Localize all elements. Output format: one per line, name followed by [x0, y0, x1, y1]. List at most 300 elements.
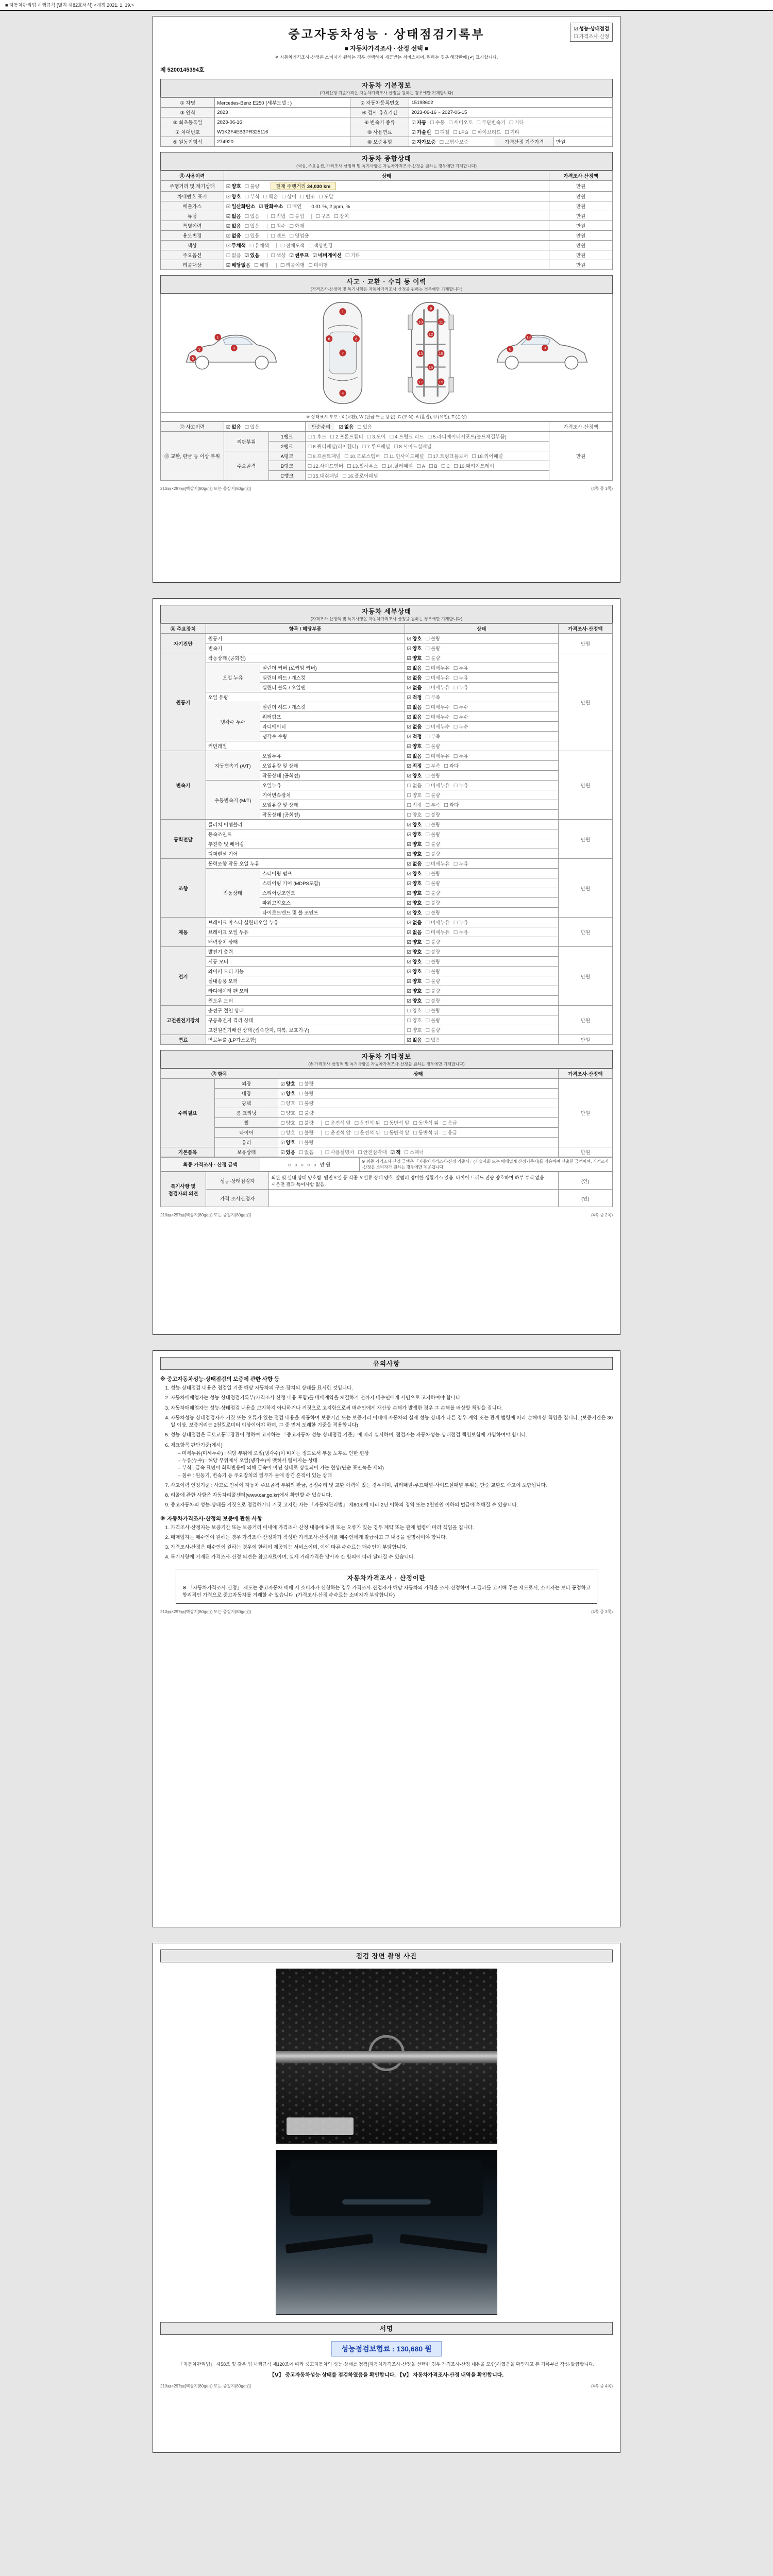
- checkbox-option[interactable]: ☐ LPG: [453, 130, 468, 135]
- checkbox-option[interactable]: ☑ 양호: [407, 822, 422, 828]
- status-cell: [224, 221, 549, 231]
- checkbox-option[interactable]: ☐ 누수: [453, 705, 468, 710]
- item-label: 보유상태: [215, 1147, 278, 1157]
- field-label: ⑦ 차대번호: [161, 127, 215, 137]
- checkbox-option[interactable]: ☑ 성능·상태점검: [574, 26, 609, 32]
- checkbox-option[interactable]: ☑ 양호: [280, 1091, 295, 1097]
- checkbox-option[interactable]: ☐ 불량: [425, 940, 441, 945]
- checkbox-option[interactable]: ☑ 양호: [407, 910, 422, 916]
- checkbox-option[interactable]: ☐ 1.후드: [307, 434, 327, 440]
- status-cell: [405, 663, 558, 673]
- checkbox-option[interactable]: ☑ 양호: [226, 194, 241, 200]
- checkbox-option[interactable]: ☑ 없음: [407, 754, 422, 759]
- checkbox-option[interactable]: ☐ 15.대쉬패널: [307, 473, 339, 479]
- item-label: 타이어: [215, 1128, 278, 1138]
- checkbox-option[interactable]: ☐ 변조: [300, 194, 315, 200]
- checkbox-option[interactable]: ☐ 미세누수: [425, 715, 450, 720]
- checkbox-option[interactable]: ☐ 있음: [244, 224, 260, 229]
- field-value: 2023-06-16: [215, 117, 350, 127]
- checkbox-option[interactable]: ☐ 양호: [280, 1101, 295, 1107]
- checkbox-option[interactable]: ☐ 매연: [287, 204, 302, 210]
- checkbox-option[interactable]: ☐ 불량: [298, 1140, 314, 1146]
- doc-number: 제 5200145394호: [160, 67, 205, 73]
- checkbox-option[interactable]: ☐ 운전석 뒤: [354, 1121, 380, 1126]
- checkbox-option[interactable]: ☑ 양호: [407, 656, 422, 662]
- checkbox-option[interactable]: ☐ 4.트렁크 리드: [389, 434, 424, 440]
- price-cell: 만원: [558, 1006, 612, 1035]
- checkbox-option[interactable]: ☐ 불량: [425, 959, 441, 965]
- checkbox-option[interactable]: ☐ 없음: [407, 783, 422, 789]
- checkbox-option[interactable]: ☐ 기타: [509, 120, 524, 126]
- status-cell: [224, 260, 549, 270]
- checkbox-option[interactable]: ☐ 침수: [271, 224, 286, 229]
- checkbox-option[interactable]: ☐ 렌트: [271, 233, 286, 239]
- checkbox-option[interactable]: ☐ 불량: [425, 822, 441, 828]
- checkbox-option[interactable]: ☐ 7.루프패널: [361, 444, 390, 450]
- checkbox-option[interactable]: ☐ 누수: [453, 715, 468, 720]
- checkbox-option[interactable]: ☐ 스패너: [404, 1150, 424, 1156]
- checkbox-option[interactable]: ☑ 양호: [407, 832, 422, 838]
- detail-row: [161, 1025, 613, 1035]
- checkbox-option[interactable]: ☑ 무채색: [226, 243, 246, 249]
- checkbox-option[interactable]: ☑ 없음: [226, 425, 241, 430]
- checkbox-option[interactable]: ☑ 있음: [280, 1150, 295, 1156]
- item-label: 원동기: [206, 634, 405, 643]
- checkbox-option[interactable]: ☐ 불량: [425, 891, 441, 896]
- checkbox-option[interactable]: ☑ 양호: [407, 744, 422, 750]
- paper-spec: 210㎜×297㎜[백상지(80g/㎡) 또는 중질지(80g/㎡)]: [160, 486, 251, 491]
- checkbox-option[interactable]: ☑ 양호: [226, 184, 241, 190]
- checkbox-option[interactable]: ☐ 9.프론트패널: [307, 454, 341, 460]
- checkbox-option[interactable]: ☑ 없음: [407, 724, 422, 730]
- svg-text:8: 8: [355, 336, 358, 342]
- checkbox-option[interactable]: ☐ 누유: [453, 920, 468, 926]
- checkbox-option[interactable]: ☐ 불량: [425, 1028, 441, 1033]
- sheet-1: [153, 16, 620, 583]
- field-checkgroup: [409, 127, 613, 137]
- checkbox-option[interactable]: ☐ 불량: [425, 969, 441, 975]
- checkbox-option[interactable]: ☐ 누수: [453, 724, 468, 730]
- rank-items: [305, 471, 549, 481]
- panel-marker: [339, 308, 346, 315]
- item-label: 기어변속장치: [260, 790, 405, 800]
- detail-row: [161, 692, 613, 702]
- checkbox-option[interactable]: ☐ 불량: [425, 901, 441, 906]
- checkbox-option[interactable]: ☐ 안전삼각대: [358, 1150, 387, 1156]
- notice-item: 3. 가격조사·산정은 매수인이 원하는 경우에 한하여 제공되는 서비스이며, 이에 따른 수수료는 매수인이 부담합니다.: [171, 1544, 613, 1551]
- checkbox-option[interactable]: ☐ 전체도색: [280, 243, 305, 249]
- checkbox-option[interactable]: ☑ 양호: [407, 989, 422, 994]
- checkbox-option[interactable]: ☐ 누유: [453, 783, 468, 789]
- panel-marker: [339, 349, 346, 356]
- checkbox-option[interactable]: ☐ 양호: [407, 793, 422, 799]
- checkbox-option[interactable]: ☐ 미세누수: [425, 724, 450, 730]
- svg-text:10: 10: [418, 319, 423, 325]
- checkbox-option[interactable]: ☐ 양호: [280, 1121, 295, 1126]
- checkbox-option[interactable]: ☐ 불량: [425, 646, 441, 652]
- checkbox-option[interactable]: ☐ 있음: [244, 233, 260, 239]
- item-label: 커먼레일: [206, 741, 405, 751]
- svg-text:13: 13: [418, 351, 423, 356]
- group-label: 고전원전기장치: [161, 1006, 206, 1035]
- checkbox-option[interactable]: ☐ 불량: [425, 656, 441, 662]
- checkbox-option[interactable]: ☐ 있음: [244, 214, 260, 219]
- checkbox-option[interactable]: ☐ 색상변경: [308, 243, 333, 249]
- checkbox-option[interactable]: ☐ 양호: [407, 1018, 422, 1024]
- checkbox-option[interactable]: ☑ 적정: [407, 695, 422, 701]
- outer-panel-label: 외판부위: [224, 432, 269, 451]
- checkbox-option[interactable]: ☑ 있음: [244, 253, 260, 259]
- checkbox-option[interactable]: ☑ 양호: [407, 979, 422, 985]
- checkbox-option[interactable]: ☐ 운전석 앞: [325, 1121, 351, 1126]
- checkbox-option[interactable]: ☐ 불량: [425, 1018, 441, 1024]
- checkbox-option[interactable]: ☐ 무단변속기: [476, 120, 506, 126]
- checkbox-option[interactable]: ☐ 불량: [298, 1130, 314, 1136]
- panel-marker: [507, 346, 513, 352]
- detail-row: [161, 859, 613, 869]
- checkbox-option[interactable]: ☑ 해당없음: [226, 263, 251, 268]
- accident-label: ⑫ 사고이력: [161, 422, 224, 432]
- detail-row: [161, 996, 613, 1006]
- svg-text:5: 5: [191, 356, 194, 361]
- checkbox-option[interactable]: ☑ 양호: [407, 852, 422, 857]
- main-frame-label: 주요골격: [224, 451, 269, 481]
- checkbox-option[interactable]: ☐ 불량: [298, 1091, 314, 1097]
- checkbox-option[interactable]: ☐ 없음: [298, 1150, 314, 1156]
- checkbox-option[interactable]: ☐ 훼손: [263, 194, 278, 200]
- notice-bullet: – 미세누유(미세누수) : 해당 부위에 오일(냉각수)이 비치는 정도로서 부품 노후로 인한 현상: [178, 1450, 613, 1458]
- checkbox-option[interactable]: ☑ 적정: [407, 764, 422, 769]
- checkbox-option[interactable]: ☑ 양호: [407, 881, 422, 887]
- checkbox-option[interactable]: ☐ 누유: [453, 675, 468, 681]
- checkbox-option[interactable]: ☐ 불량: [425, 832, 441, 838]
- checkbox-option[interactable]: ☑ 양호: [407, 969, 422, 975]
- status-cell: [405, 947, 558, 957]
- checkbox-option[interactable]: ☐ 불량: [425, 852, 441, 857]
- field-label: ③ 연식: [161, 108, 215, 117]
- checkbox-option[interactable]: ☐ 응급: [442, 1130, 458, 1136]
- checkbox-option[interactable]: ☑ 가솔린: [411, 130, 431, 135]
- checkbox-option[interactable]: ☐ 부식: [244, 194, 260, 200]
- checkbox-option[interactable]: ☐ 없음: [226, 253, 241, 259]
- checkbox-option[interactable]: ☑ 잭: [390, 1150, 401, 1156]
- checkbox-option[interactable]: ☑ 없음: [226, 233, 241, 239]
- checkbox-option[interactable]: ☑ 없음: [407, 715, 422, 720]
- checkbox-option[interactable]: ☑ 없음: [226, 224, 241, 229]
- checkbox-option[interactable]: ☐ 미세누유: [425, 783, 450, 789]
- checkbox-option[interactable]: ☐ 응급: [442, 1121, 458, 1126]
- checkbox-option[interactable]: ☐ 부족: [425, 803, 441, 808]
- item-label: 클러치 어셈블리: [206, 820, 405, 829]
- checkbox-option[interactable]: ☑ 양호: [407, 891, 422, 896]
- checkbox-option[interactable]: ☐ 보험사보증: [439, 140, 468, 145]
- row-label: 주행거리 및 계기상태: [161, 181, 224, 192]
- checkbox-option[interactable]: ☐ 미세누유: [425, 861, 450, 867]
- checkbox-option[interactable]: ☐ 불법: [289, 214, 305, 219]
- checkbox-option[interactable]: ☐ 운전석 앞: [325, 1130, 351, 1136]
- status-cell: [405, 751, 558, 761]
- checkbox-option[interactable]: ☑ 양호: [280, 1140, 295, 1146]
- checkbox-option[interactable]: ☑ 네비게이션: [312, 253, 342, 259]
- checkbox-option[interactable]: ☑ 없음: [407, 685, 422, 691]
- checkbox-option[interactable]: ☐ 동반석 뒤: [413, 1130, 439, 1136]
- checkbox-option[interactable]: ☐ 리콜이행: [280, 263, 305, 268]
- checkbox-option[interactable]: ☐ 불량: [425, 979, 441, 985]
- field-value: 2023: [215, 108, 350, 117]
- checkbox-option[interactable]: ☐ 13.휠하우스: [347, 464, 378, 469]
- checkbox-option[interactable]: ☐ 구조: [315, 214, 331, 219]
- checkbox-option[interactable]: ☐ 미세누유: [425, 754, 450, 759]
- checkbox-option[interactable]: ☑ 양호: [407, 950, 422, 955]
- item-label: 오일유량 및 상태: [260, 800, 405, 810]
- svg-text:3: 3: [232, 346, 235, 351]
- checkbox-option[interactable]: ☐ 누유: [453, 930, 468, 936]
- detail-row: [161, 1035, 613, 1045]
- checkbox-option[interactable]: ☐ 가격조사·산정: [574, 34, 609, 40]
- subgroup-label: 오일 누유: [206, 663, 260, 692]
- checkbox-option[interactable]: ☑ 없음: [407, 920, 422, 926]
- checkbox-option[interactable]: ☐ 해당: [254, 263, 269, 268]
- field-label: ④ 검사 유효기간: [350, 108, 409, 117]
- checkbox-option[interactable]: ☐ C: [441, 464, 450, 469]
- checkbox-option[interactable]: ☑ 양호: [280, 1081, 295, 1087]
- checkbox-option[interactable]: ☐ 있음: [357, 425, 373, 430]
- rank-label: 1랭크: [269, 432, 305, 442]
- checkbox-option[interactable]: ☐ 불량: [425, 1008, 441, 1014]
- group-label: 자기진단: [161, 634, 206, 653]
- detail-row: [161, 947, 613, 957]
- etc-row: [161, 1079, 613, 1089]
- checkbox-option[interactable]: ☑ 양호: [407, 773, 422, 779]
- checkbox-option[interactable]: ☐ 하이브리드: [472, 130, 501, 135]
- detail-row: [161, 839, 613, 849]
- status-cell: [224, 181, 549, 192]
- checkbox-option[interactable]: ☐ 미세누유: [425, 685, 450, 691]
- checkbox-option[interactable]: ☑ 없음: [407, 705, 422, 710]
- checkbox-option[interactable]: ☐ 적법: [271, 214, 286, 219]
- checkbox-option[interactable]: ☑ 없음: [407, 861, 422, 867]
- checkbox-option[interactable]: ☐ 불량: [425, 950, 441, 955]
- status-cell: [278, 1138, 559, 1147]
- checkbox-option[interactable]: ☑ 없음: [339, 425, 354, 430]
- checkbox-option[interactable]: ☐ 미세누수: [425, 705, 450, 710]
- checkbox-option[interactable]: ☑ 자가보증: [411, 140, 436, 145]
- checkbox-option[interactable]: ☐ 색상: [271, 253, 286, 259]
- checkbox-option[interactable]: ☐ 도말: [318, 194, 334, 200]
- notice-item: 7. 사고이력 인정기준 : 사고로 인하여 자동차 주요골격 부위의 판금, 용접수리 및 교환 이력이 있는 경우이며, 쿼터패널·루프패널·사이드실패널 부위는 단순 교환도 사고에 포함됩니다.: [171, 1482, 613, 1489]
- checkbox-option[interactable]: ☑ 양호: [407, 646, 422, 652]
- checkbox-option[interactable]: ☐ 누유: [453, 754, 468, 759]
- status-cell: [405, 986, 558, 996]
- checkbox-option[interactable]: ☐ 3.도어: [366, 434, 386, 440]
- checkbox-option[interactable]: ☐ 동반석 앞: [383, 1121, 410, 1126]
- checkbox-option[interactable]: ☐ A: [416, 464, 426, 469]
- checkbox-option[interactable]: ☐ 양호: [280, 1111, 295, 1116]
- detail-row: [161, 781, 613, 790]
- checkbox-option[interactable]: ☐ 불량: [425, 989, 441, 994]
- notice-item: 1. 성능·상태점검 내용은 점검일 기준 해당 자동차의 구조·장치의 상태를 표시한 것입니다.: [171, 1385, 613, 1392]
- checkbox-option[interactable]: ☐ 과다: [444, 764, 459, 769]
- diagram-legend: ※ 상태표시 부호 : X (교환), W (판금 또는 용접), C (부식), A (흠집), U (요철), T (손상): [160, 413, 613, 421]
- checkbox-option[interactable]: ☐ 화재: [289, 224, 305, 229]
- checkbox-option[interactable]: ☑ 없음: [407, 1038, 422, 1043]
- checkbox-option[interactable]: ☐ 불량: [298, 1111, 314, 1116]
- section-basic-note: (가격산정 기준가격은 자동차가격조사·산정을 원하는 경우에만 기재합니다): [320, 91, 453, 95]
- checkbox-option[interactable]: ☐ 불량: [425, 881, 441, 887]
- checkbox-option[interactable]: ☐ 양호: [280, 1130, 295, 1136]
- price-cell: 만원: [549, 231, 613, 241]
- status-cell: [405, 1025, 558, 1035]
- item-label: 배력장치 상태: [206, 937, 405, 947]
- checkbox-option[interactable]: ☐ 양호: [407, 1028, 422, 1033]
- checkbox-option[interactable]: ☐ 누유: [453, 666, 468, 671]
- checkbox-option[interactable]: ☐ 누유: [453, 861, 468, 867]
- panel-marker: [541, 345, 548, 351]
- checkbox-option[interactable]: ☐ 동반석 앞: [383, 1130, 410, 1136]
- checkbox-option[interactable]: ☐ 18.리어패널: [472, 454, 503, 460]
- checkbox-option[interactable]: ☐ 불량: [425, 812, 441, 818]
- checkbox-option[interactable]: ☑ 양호: [407, 901, 422, 906]
- notice-bullet: – 부식 : 금속 표면이 화학반응에 의해 금속이 아닌 상태로 상실되어 가는 현상(단순 표면녹은 제외): [178, 1465, 613, 1472]
- checkbox-option[interactable]: ☐ B: [429, 464, 438, 469]
- status-cell: [405, 771, 558, 781]
- checkbox-option[interactable]: ☐ 적정: [407, 803, 422, 808]
- checkbox-option[interactable]: ☐ 부족: [425, 734, 441, 740]
- svg-text:16: 16: [428, 365, 433, 370]
- final-price-label: 최종 가격조사 · 산정 금액: [161, 1158, 260, 1172]
- price-cell: 만원: [549, 241, 613, 250]
- status-cell: [405, 761, 558, 771]
- checkbox-option[interactable]: ☐ 부족: [425, 764, 441, 769]
- checkbox-option[interactable]: ☐ 11.인사이드패널: [383, 454, 424, 460]
- checkbox-option[interactable]: ☐ 불량: [425, 842, 441, 848]
- checkbox-option[interactable]: ☐ 미세누유: [425, 666, 450, 671]
- checkbox-option[interactable]: ☑ 없음: [407, 930, 422, 936]
- checkbox-option[interactable]: ☐ 운전석 뒤: [354, 1130, 380, 1136]
- checkbox-option[interactable]: ☐ 5.라디에이터서포트(볼트체결부품): [427, 434, 507, 440]
- checkbox-option[interactable]: ☐ 14.필러패널: [381, 464, 413, 469]
- checkbox-option[interactable]: ☑ 없음: [407, 666, 422, 671]
- checkbox-option[interactable]: ☐ 6.쿼터패널(리어휀더): [307, 444, 358, 450]
- checkbox-option[interactable]: ☐ 불량: [425, 910, 441, 916]
- checkbox-option[interactable]: ☐ 양호: [407, 1008, 422, 1014]
- checkbox-option[interactable]: ☐ 불량: [425, 871, 441, 877]
- notice-list-1: [171, 1385, 613, 1510]
- checkbox-option[interactable]: ☐ 8.사이드실패널: [393, 444, 432, 450]
- checkbox-option[interactable]: ☐ 불량: [425, 744, 441, 750]
- checkbox-option[interactable]: ☐ 16.플로어패널: [342, 473, 378, 479]
- checkbox-option[interactable]: ☑ 자동: [411, 120, 427, 126]
- checkbox-option[interactable]: ☐ 사용설명서: [325, 1150, 355, 1156]
- status-cell: [278, 1128, 559, 1138]
- checkbox-option[interactable]: ☐ 미세누유: [425, 930, 450, 936]
- checkbox-option[interactable]: ☑ 없음: [407, 675, 422, 681]
- remarks-row: [161, 1172, 613, 1190]
- checkbox-option[interactable]: ☐ 수동: [430, 120, 445, 126]
- checkbox-option[interactable]: ☐ 디젤: [434, 130, 450, 135]
- checkbox-option[interactable]: ☐ 불량: [425, 998, 441, 1004]
- checkbox-option[interactable]: ☐ 불량: [298, 1121, 314, 1126]
- checkbox-option[interactable]: ☐ 부족: [425, 695, 441, 701]
- checkbox-option[interactable]: ☑ 양호: [407, 998, 422, 1004]
- signature-title: 서명: [379, 2325, 394, 2332]
- checkbox-option[interactable]: ☐ 17.트렁크플로어: [427, 454, 468, 460]
- checkbox-option[interactable]: ☐ 있음: [244, 425, 260, 430]
- checkbox-option[interactable]: ☐ 기타: [345, 253, 360, 259]
- sheet-3: [153, 1350, 620, 1927]
- detail-row: [161, 1006, 613, 1015]
- status-cell: [224, 192, 549, 201]
- price-cell: 만원: [558, 918, 612, 947]
- item-label: 휠: [215, 1118, 278, 1128]
- checkbox-option[interactable]: ☐ 유채색: [249, 243, 269, 249]
- section-detail-note: (가격조사·산정액 및 특기사항은 자동차가격조사·산정을 원하는 경우에만 기재합니다): [310, 617, 463, 621]
- price-cell: 만원: [549, 221, 613, 231]
- section-basic-band: [160, 79, 613, 97]
- item-label: 추진축 및 베어링: [206, 839, 405, 849]
- row-label: 용도변경: [161, 231, 224, 241]
- checkbox-option[interactable]: ☑ 썬루프: [289, 253, 309, 259]
- checkbox-option[interactable]: ☐ 과다: [444, 803, 459, 808]
- checkbox-option[interactable]: ☐ 12.사이드멤버: [307, 464, 344, 469]
- checkbox-option[interactable]: ☐ 미세누유: [425, 675, 450, 681]
- checkbox-option[interactable]: ☐ 불량: [244, 184, 260, 190]
- checkbox-option[interactable]: ☑ 양호: [407, 871, 422, 877]
- checkbox-option[interactable]: ☐ 양호: [407, 812, 422, 818]
- checkbox-option[interactable]: ☑ 탄화수소: [259, 204, 283, 210]
- checkbox-option[interactable]: ☐ 불량: [298, 1101, 314, 1107]
- checkbox-option[interactable]: ☐ 미이행: [308, 263, 328, 268]
- checkbox-option[interactable]: ☐ 10.크로스멤버: [344, 454, 380, 460]
- rank-label: 2랭크: [269, 442, 305, 451]
- checkbox-option[interactable]: ☑ 없음: [226, 214, 241, 219]
- checkbox-option[interactable]: ☐ 미세누유: [425, 920, 450, 926]
- svg-text:15: 15: [439, 351, 443, 356]
- price-cell: 만원: [549, 181, 613, 192]
- checkbox-option[interactable]: ☑ 일산화탄소: [226, 204, 256, 210]
- item-label: 스티어링 펌프: [260, 869, 405, 878]
- checkbox-option[interactable]: ☐ 19.패키지트레이: [453, 464, 495, 469]
- checkbox-option[interactable]: ☐ 동반석 뒤: [413, 1121, 439, 1126]
- price-cell: 만원: [558, 1079, 612, 1147]
- checkbox-option[interactable]: ☑ 양호: [407, 636, 422, 642]
- checkbox-option[interactable]: ☑ 적정: [407, 734, 422, 740]
- checkbox-option[interactable]: ☐ 불량: [425, 773, 441, 779]
- checkbox-option[interactable]: ☑ 양호: [407, 940, 422, 945]
- checkbox-option[interactable]: ☐ 장치: [334, 214, 349, 219]
- checkbox-option[interactable]: ☐ 영업용: [289, 233, 309, 239]
- checkbox-option[interactable]: ☐ 불량: [298, 1081, 314, 1087]
- item-label: 실린더 헤드 / 개스킷: [260, 673, 405, 683]
- checkbox-option[interactable]: ☐ 2.프론트휀더: [330, 434, 363, 440]
- checkbox-option[interactable]: ☐ 누유: [453, 685, 468, 691]
- checkbox-option[interactable]: ☐ 있음: [425, 1038, 441, 1043]
- checkbox-option[interactable]: ☑ 양호: [407, 959, 422, 965]
- checkbox-option[interactable]: ☐ 기타: [505, 130, 520, 135]
- checkbox-option[interactable]: ☑ 양호: [407, 842, 422, 848]
- remarks-table: [160, 1172, 613, 1207]
- law-text: 「자동차관리법」 제58조 및 같은 법 시행규칙 제120조에 따라 중고자동차의 성능·상태를 점검(자동차가격조사·산정을 선택한 경우 가격조사·산정 내용을 포함)하였음을 확인하고 본 기록부를 작성·발급합니다.: [178, 2362, 595, 2367]
- notice-bullet: – 누유(누수) : 해당 부위에서 오일(냉각수)이 맺혀서 떨어지는 상태: [178, 1458, 613, 1465]
- status-cell: [405, 937, 558, 947]
- svg-text:6: 6: [509, 347, 511, 352]
- checkbox-option[interactable]: ☐ 세미오토: [448, 120, 473, 126]
- checkbox-option[interactable]: ☐ 불량: [425, 636, 441, 642]
- rank-items: [305, 461, 549, 471]
- mileage-box: 현재 주행거리 34,030 km: [271, 182, 337, 190]
- checkbox-option[interactable]: ☐ 불량: [425, 793, 441, 799]
- checkbox-option[interactable]: ☐ 상이: [281, 194, 297, 200]
